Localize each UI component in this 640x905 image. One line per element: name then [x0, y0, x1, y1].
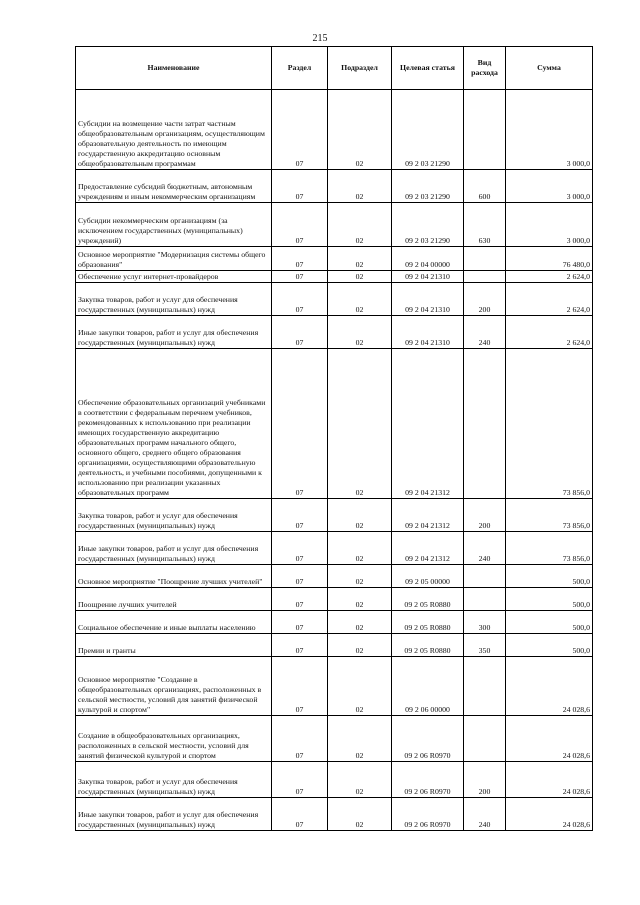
row-razdel: 07 — [272, 283, 328, 316]
row-summa: 24 028,6 — [506, 716, 593, 762]
row-summa: 500,0 — [506, 634, 593, 657]
table-row — [76, 247, 593, 271]
row-razdel: 07 — [272, 532, 328, 565]
row-summa: 2 624,0 — [506, 283, 593, 316]
row-name: Поощрение лучших учителей — [76, 588, 272, 611]
row-podrazdel: 02 — [328, 316, 392, 349]
row-statya: 09 2 03 21290 — [392, 90, 464, 170]
table-row — [76, 349, 593, 499]
row-podrazdel: 02 — [328, 532, 392, 565]
row-summa: 2 624,0 — [506, 271, 593, 283]
row-summa: 24 028,6 — [506, 657, 593, 716]
table-row — [76, 532, 593, 565]
row-summa: 3 000,0 — [506, 90, 593, 170]
row-name: Закупка товаров, работ и услуг для обеспечения государственных (муниципальных) нужд — [76, 499, 272, 532]
row-summa: 73 856,0 — [506, 499, 593, 532]
row-name: Субсидии на возмещение части затрат частным общеобразовательным организациям, осуществляющим образовательную деятельность по имеющим государственную аккредитацию основным общеобразовательным программам — [76, 90, 272, 170]
table-row — [76, 588, 593, 611]
row-vid: 200 — [464, 283, 506, 316]
row-name: Обеспечение образовательных организаций учебниками в соответствии с федеральным перечнем учебников, рекомендованных к использованию при реализации имеющих государственную аккредитацию образовательных программ начального общего, основного общего, среднего общего образования организациями, осуществляющими образовательную деятельность, и учебными пособиями, допущенными к использованию при реализации указанных образовательных программ — [76, 349, 272, 499]
row-statya: 09 2 06 R0970 — [392, 798, 464, 831]
row-statya: 09 2 06 R0970 — [392, 716, 464, 762]
row-statya: 09 2 04 21312 — [392, 532, 464, 565]
row-statya: 09 2 05 R0880 — [392, 588, 464, 611]
row-vid — [464, 657, 506, 716]
table-row — [76, 762, 593, 798]
row-statya: 09 2 04 21312 — [392, 499, 464, 532]
row-podrazdel: 02 — [328, 247, 392, 271]
table-row — [76, 283, 593, 316]
row-summa: 73 856,0 — [506, 532, 593, 565]
row-statya: 09 2 05 00000 — [392, 565, 464, 588]
table-row — [76, 611, 593, 634]
header-vid: Вид расхода — [464, 47, 506, 90]
row-razdel: 07 — [272, 203, 328, 247]
row-podrazdel: 02 — [328, 716, 392, 762]
row-statya: 09 2 04 21310 — [392, 316, 464, 349]
row-name: Основное мероприятие "Поощрение лучших учителей" — [76, 565, 272, 588]
budget-table — [75, 46, 593, 831]
row-summa: 76 480,0 — [506, 247, 593, 271]
row-razdel: 07 — [272, 247, 328, 271]
row-vid — [464, 716, 506, 762]
row-vid: 200 — [464, 762, 506, 798]
row-statya: 09 2 04 00000 — [392, 247, 464, 271]
row-statya: 09 2 06 00000 — [392, 657, 464, 716]
row-podrazdel: 02 — [328, 349, 392, 499]
row-podrazdel: 02 — [328, 611, 392, 634]
row-vid — [464, 271, 506, 283]
row-vid — [464, 90, 506, 170]
row-podrazdel: 02 — [328, 565, 392, 588]
table-row — [76, 565, 593, 588]
row-razdel: 07 — [272, 716, 328, 762]
row-razdel: 07 — [272, 657, 328, 716]
table-row — [76, 90, 593, 170]
header-razdel: Раздел — [272, 47, 328, 90]
header-name: Наименование — [76, 47, 272, 90]
row-vid: 630 — [464, 203, 506, 247]
table-row — [76, 203, 593, 247]
row-statya: 09 2 04 21312 — [392, 349, 464, 499]
row-name: Иные закупки товаров, работ и услуг для обеспечения государственных (муниципальных) нужд — [76, 798, 272, 831]
row-podrazdel: 02 — [328, 170, 392, 203]
row-vid — [464, 349, 506, 499]
row-name: Основное мероприятие "Создание в общеобразовательных организациях, расположенных в сельской местности, условий для занятий физической культурой и спортом" — [76, 657, 272, 716]
row-podrazdel: 02 — [328, 499, 392, 532]
row-name: Премии и гранты — [76, 634, 272, 657]
row-vid — [464, 588, 506, 611]
row-statya: 09 2 04 21310 — [392, 271, 464, 283]
row-summa: 3 000,0 — [506, 170, 593, 203]
row-statya: 09 2 04 21310 — [392, 283, 464, 316]
row-statya: 09 2 05 R0880 — [392, 611, 464, 634]
row-podrazdel: 02 — [328, 588, 392, 611]
table-row — [76, 798, 593, 831]
header-row — [76, 47, 593, 90]
row-razdel: 07 — [272, 634, 328, 657]
header-statya: Целевая статья — [392, 47, 464, 90]
row-vid: 240 — [464, 316, 506, 349]
row-name: Субсидии некоммерческим организациям (за исключением государственных (муниципальных) учреждений) — [76, 203, 272, 247]
row-razdel: 07 — [272, 588, 328, 611]
table-row — [76, 170, 593, 203]
row-name: Предоставление субсидий бюджетным, автономным учреждениям и иным некоммерческим организациям — [76, 170, 272, 203]
row-summa: 500,0 — [506, 565, 593, 588]
table-row — [76, 316, 593, 349]
row-summa: 500,0 — [506, 611, 593, 634]
row-vid — [464, 565, 506, 588]
row-summa: 2 624,0 — [506, 316, 593, 349]
row-summa: 73 856,0 — [506, 349, 593, 499]
row-podrazdel: 02 — [328, 90, 392, 170]
table-row — [76, 634, 593, 657]
row-summa: 3 000,0 — [506, 203, 593, 247]
row-summa: 500,0 — [506, 588, 593, 611]
row-vid: 240 — [464, 798, 506, 831]
row-name: Закупка товаров, работ и услуг для обеспечения государственных (муниципальных) нужд — [76, 283, 272, 316]
row-name: Обеспечение услуг интернет-провайдеров — [76, 271, 272, 283]
row-podrazdel: 02 — [328, 634, 392, 657]
row-statya: 09 2 03 21290 — [392, 170, 464, 203]
row-name: Иные закупки товаров, работ и услуг для обеспечения государственных (муниципальных) нужд — [76, 316, 272, 349]
row-razdel: 07 — [272, 316, 328, 349]
row-name: Создание в общеобразовательных организациях, расположенных в сельской местности, условий для занятий физической культурой и спортом — [76, 716, 272, 762]
header-summa: Сумма — [506, 47, 593, 90]
row-razdel: 07 — [272, 170, 328, 203]
row-podrazdel: 02 — [328, 762, 392, 798]
row-statya: 09 2 06 R0970 — [392, 762, 464, 798]
row-statya: 09 2 05 R0880 — [392, 634, 464, 657]
row-razdel: 07 — [272, 90, 328, 170]
row-vid — [464, 247, 506, 271]
row-razdel: 07 — [272, 271, 328, 283]
row-name: Основное мероприятие "Модернизация системы общего образования" — [76, 247, 272, 271]
row-razdel: 07 — [272, 349, 328, 499]
row-name: Закупка товаров, работ и услуг для обеспечения государственных (муниципальных) нужд — [76, 762, 272, 798]
table-row — [76, 271, 593, 283]
table-row — [76, 716, 593, 762]
row-razdel: 07 — [272, 611, 328, 634]
row-name: Иные закупки товаров, работ и услуг для обеспечения государственных (муниципальных) нужд — [76, 532, 272, 565]
row-vid: 600 — [464, 170, 506, 203]
table-row — [76, 657, 593, 716]
row-razdel: 07 — [272, 499, 328, 532]
row-podrazdel: 02 — [328, 798, 392, 831]
row-razdel: 07 — [272, 762, 328, 798]
row-name: Социальное обеспечение и иные выплаты населению — [76, 611, 272, 634]
row-razdel: 07 — [272, 798, 328, 831]
row-vid: 300 — [464, 611, 506, 634]
row-vid: 200 — [464, 499, 506, 532]
row-razdel: 07 — [272, 565, 328, 588]
row-summa: 24 028,6 — [506, 762, 593, 798]
table-row — [76, 499, 593, 532]
row-podrazdel: 02 — [328, 657, 392, 716]
header-podrazdel: Подраздел — [328, 47, 392, 90]
row-podrazdel: 02 — [328, 271, 392, 283]
row-podrazdel: 02 — [328, 283, 392, 316]
row-podrazdel: 02 — [328, 203, 392, 247]
row-statya: 09 2 03 21290 — [392, 203, 464, 247]
page-number: 215 — [312, 33, 328, 44]
row-summa: 24 028,6 — [506, 798, 593, 831]
row-vid: 240 — [464, 532, 506, 565]
row-vid: 350 — [464, 634, 506, 657]
